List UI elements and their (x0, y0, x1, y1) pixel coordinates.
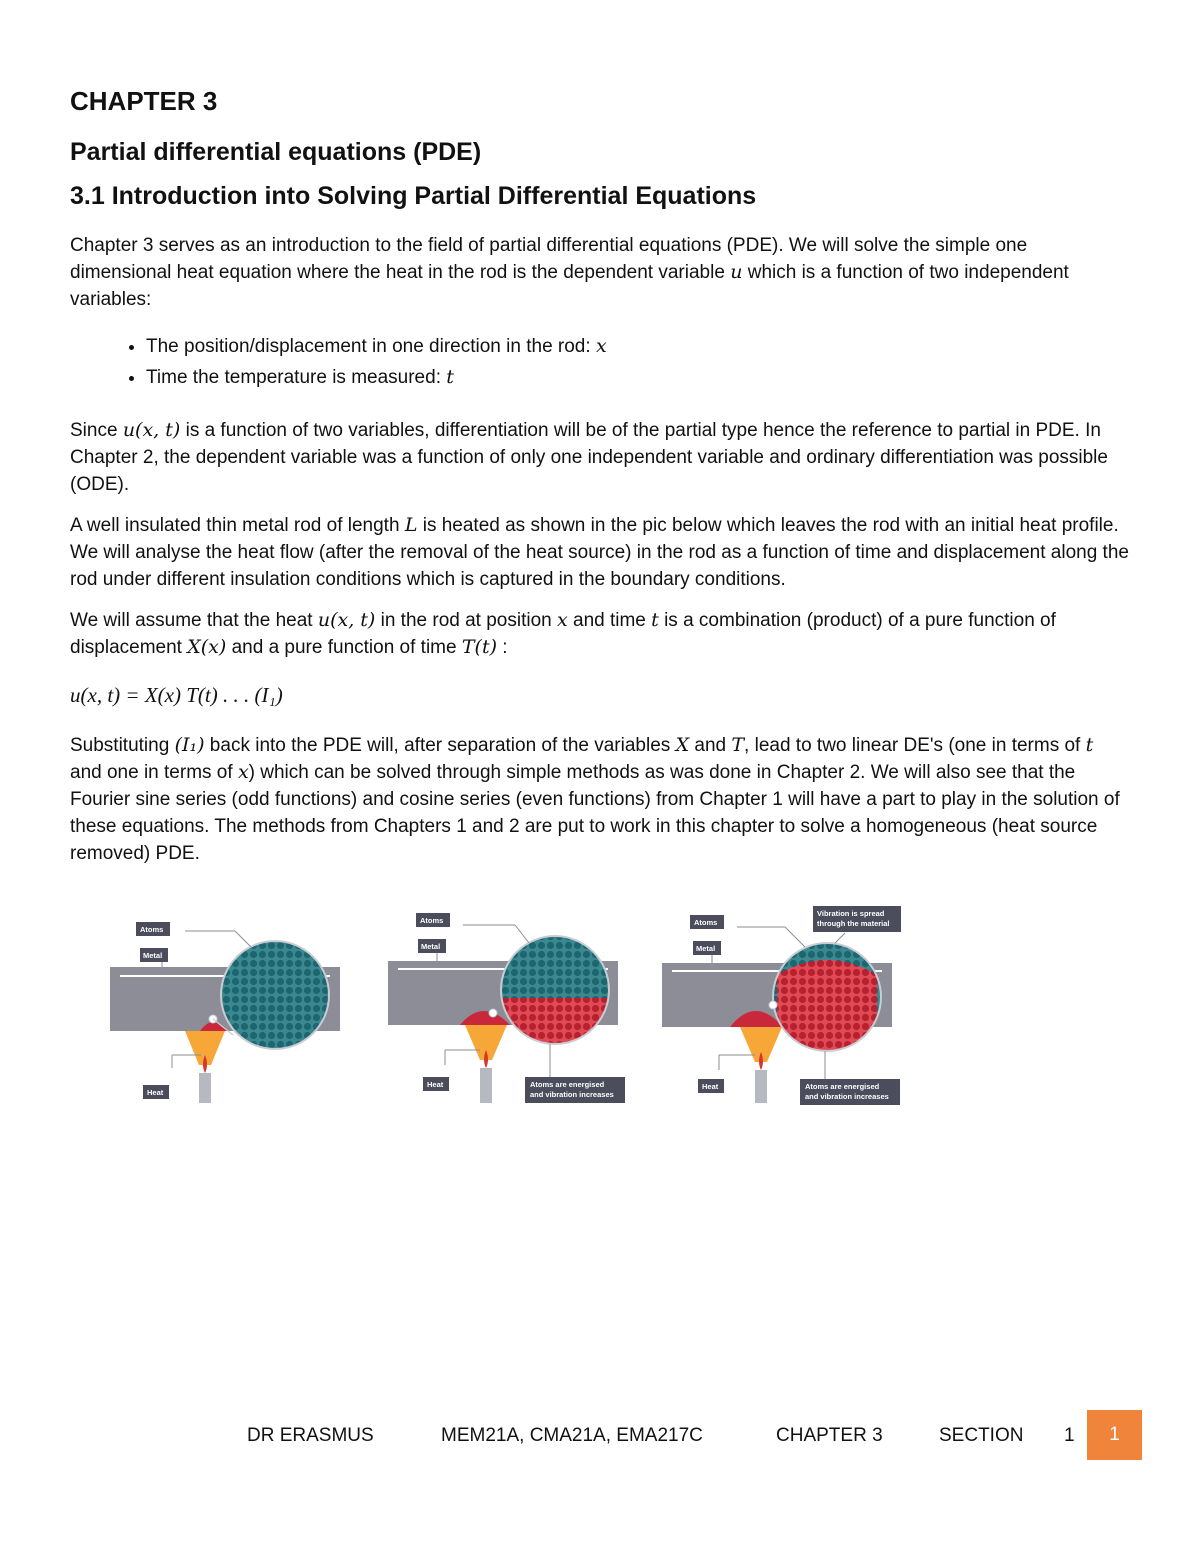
intro-paragraph: Chapter 3 serves as an introduction to the field of partial differential equations (PDE). We will solve the simple one dimensional heat equation where the heat in the rod is the dependent variable u which is a function of two independent variables: (70, 235, 1069, 310)
atoms-label: Atoms (420, 916, 444, 925)
document-body (70, 84, 1130, 881)
footer-section: SECTION (939, 1425, 1024, 1446)
spread-label-line1: Vibration is spread (817, 909, 885, 918)
section-heading: 3.1 Introduction into Solving Partial Differential Equations (70, 182, 757, 210)
burner (199, 1073, 211, 1103)
panel-2 (388, 913, 625, 1103)
metal-label: Metal (143, 951, 163, 960)
energised-label-line2: and vibration increases (805, 1092, 889, 1101)
list-item: • Time the temperature is measured: t (146, 362, 1130, 393)
heat-label: Heat (427, 1080, 444, 1089)
metal-label: Metal (421, 942, 441, 951)
panel-3 (662, 906, 901, 1105)
rod-paragraph: A well insulated thin metal rod of length L is heated as shown in the pic below which leaves the rod with an initial heat profile. We will analyse the heat flow (after the removal of the heat source) in the rod as a function of time and displacement along the rod under different insulation conditions which is captured in the boundary conditions. (70, 514, 1129, 590)
energised-label-line1: Atoms are energised (805, 1082, 880, 1091)
page-number-badge: 1 (1087, 1410, 1142, 1460)
heat-illustration-svg (105, 905, 905, 1115)
spread-label-line2: through the material (817, 919, 890, 928)
heat-illustration (105, 905, 905, 1115)
list-item: • The position/displacement in one direction in the rod: x (146, 331, 1130, 362)
panel-1 (110, 922, 340, 1103)
heat-label: Heat (147, 1088, 164, 1097)
variables-list (70, 331, 1130, 393)
energised-label-line2: and vibration increases (530, 1090, 614, 1099)
footer-courses: MEM21A, CMA21A, EMA217C (441, 1425, 703, 1446)
burner (755, 1070, 767, 1103)
heat-label: Heat (702, 1082, 719, 1091)
energised-label-line1: Atoms are energised (530, 1080, 605, 1089)
chapter-heading: CHAPTER 3 (70, 86, 218, 116)
atoms-label: Atoms (140, 925, 164, 934)
atoms-label: Atoms (694, 918, 718, 927)
atom-zoom-circle (221, 941, 329, 1049)
footer-author: DR ERASMUS (247, 1425, 374, 1446)
assumption-paragraph: We will assume that the heat u(x, t) in the rod at position x and time t is a combination (product) of a pure function of displacement X(x) and a pure function of time T(t) : (70, 609, 1056, 658)
chapter-title: Partial differential equations (PDE) (70, 138, 482, 166)
separation-equation: u(x, t) = X(x) T(t) . . . (I₁) (70, 683, 283, 707)
partial-paragraph: Since u(x, t) is a function of two variables, differentiation will be of the partial type hence the reference to partial in PDE. In Chapter 2, the dependent variable was a function of only one independent variable and ordinary differentiation was possible (ODE). (70, 419, 1108, 495)
footer-section-number: 1 (1064, 1425, 1075, 1446)
metal-label: Metal (696, 944, 716, 953)
substitution-paragraph: Substituting (I₁) back into the PDE will, after separation of the variables X and T, lead to two linear DE's (one in terms of t and one in terms of x) which can be solved through simple methods as was done in Chapter 2. We will also see that the Fourier sine series (odd functions) and cosine series (even functions) from Chapter 1 will have a part to play in the solution of these equations. The methods from Chapters 1 and 2 are put to work in this chapter to solve a homogeneous (heat source removed) PDE. (70, 734, 1120, 864)
burner (480, 1068, 492, 1103)
page-footer (0, 1423, 1200, 1453)
footer-chapter: CHAPTER 3 (776, 1425, 883, 1446)
